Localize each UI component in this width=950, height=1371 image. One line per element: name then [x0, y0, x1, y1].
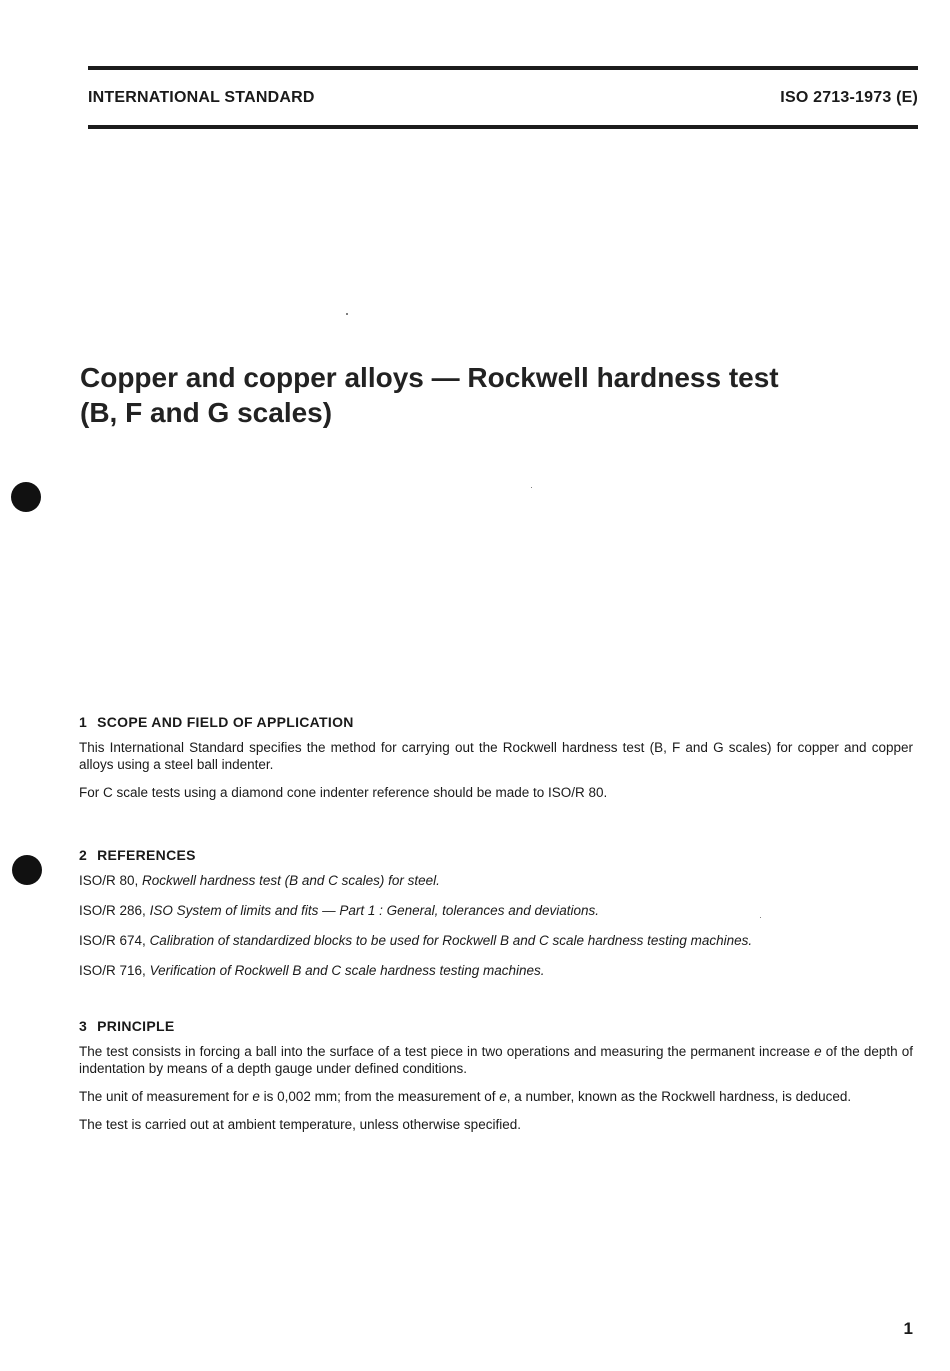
punch-hole-mark	[11, 482, 41, 512]
text-run: , a number, known as the Rockwell hardness, is deduced.	[506, 1089, 852, 1104]
section-title: REFERENCES	[97, 847, 196, 863]
variable-e: e	[499, 1089, 507, 1104]
section-title: PRINCIPLE	[97, 1018, 175, 1034]
section-number: 1	[79, 714, 88, 730]
section-references	[79, 847, 913, 992]
title-line-1: Copper and copper alloys — Rockwell hardness test	[80, 362, 779, 393]
section-heading	[79, 847, 913, 863]
reference-title: Verification of Rockwell B and C scale hardness testing machines.	[149, 963, 545, 978]
reference-item	[79, 902, 913, 919]
section-heading	[79, 1018, 913, 1034]
title-line-2: (B, F and G scales)	[80, 397, 333, 428]
reference-item	[79, 872, 913, 889]
reference-code: ISO/R 80,	[79, 873, 139, 888]
variable-e: e	[252, 1089, 260, 1104]
paragraph: This International Standard specifies the method for carrying out the Rockwell hardness test (B, F and G scales) for copper and copper alloys using a steel ball indenter.	[79, 740, 913, 772]
text-run: is 0,002 mm; from the measurement of	[259, 1089, 500, 1104]
section-number: 3	[79, 1018, 88, 1034]
reference-item	[79, 962, 913, 979]
reference-title: Calibration of standardized blocks to be used for Rockwell B and C scale hardness testing machines.	[149, 933, 753, 948]
reference-title: Rockwell hardness test (B and C scales) for steel.	[142, 873, 440, 888]
text-run: The test consists in forcing a ball into the surface of a test piece in two operations and measuring the permanent increase	[79, 1044, 815, 1059]
variable-e: e	[814, 1044, 822, 1059]
text-run: of the depth of indentation by means of a depth gauge under defined conditions.	[79, 1044, 914, 1076]
reference-item	[79, 932, 913, 949]
punch-hole-mark	[12, 855, 42, 885]
reference-title: ISO System of limits and fits — Part 1 : General, tolerances and deviations.	[149, 903, 600, 918]
section-title: SCOPE AND FIELD OF APPLICATION	[97, 714, 354, 730]
reference-code: ISO/R 716,	[79, 963, 146, 978]
paragraph: For C scale tests using a diamond cone indenter reference should be made to ISO/R 80.	[79, 785, 608, 800]
scan-speck	[531, 487, 532, 488]
scan-speck	[346, 313, 348, 315]
section-number: 2	[79, 847, 88, 863]
document-title	[80, 360, 900, 430]
text-run: The unit of measurement for	[79, 1089, 253, 1104]
paragraph	[79, 1088, 913, 1105]
page-number: 1	[903, 1319, 913, 1338]
section-scope	[79, 714, 913, 812]
section-principle	[79, 1018, 913, 1144]
reference-code: ISO/R 286,	[79, 903, 146, 918]
standard-number-label: ISO 2713-1973 (E)	[780, 89, 918, 106]
document-type-label: INTERNATIONAL STANDARD	[88, 89, 315, 106]
section-heading	[79, 714, 913, 730]
paragraph: The test is carried out at ambient temperature, unless otherwise specified.	[79, 1117, 521, 1132]
header-top-rule	[88, 66, 918, 70]
header-bottom-rule	[88, 125, 918, 129]
reference-code: ISO/R 674,	[79, 933, 146, 948]
paragraph	[79, 1043, 913, 1077]
